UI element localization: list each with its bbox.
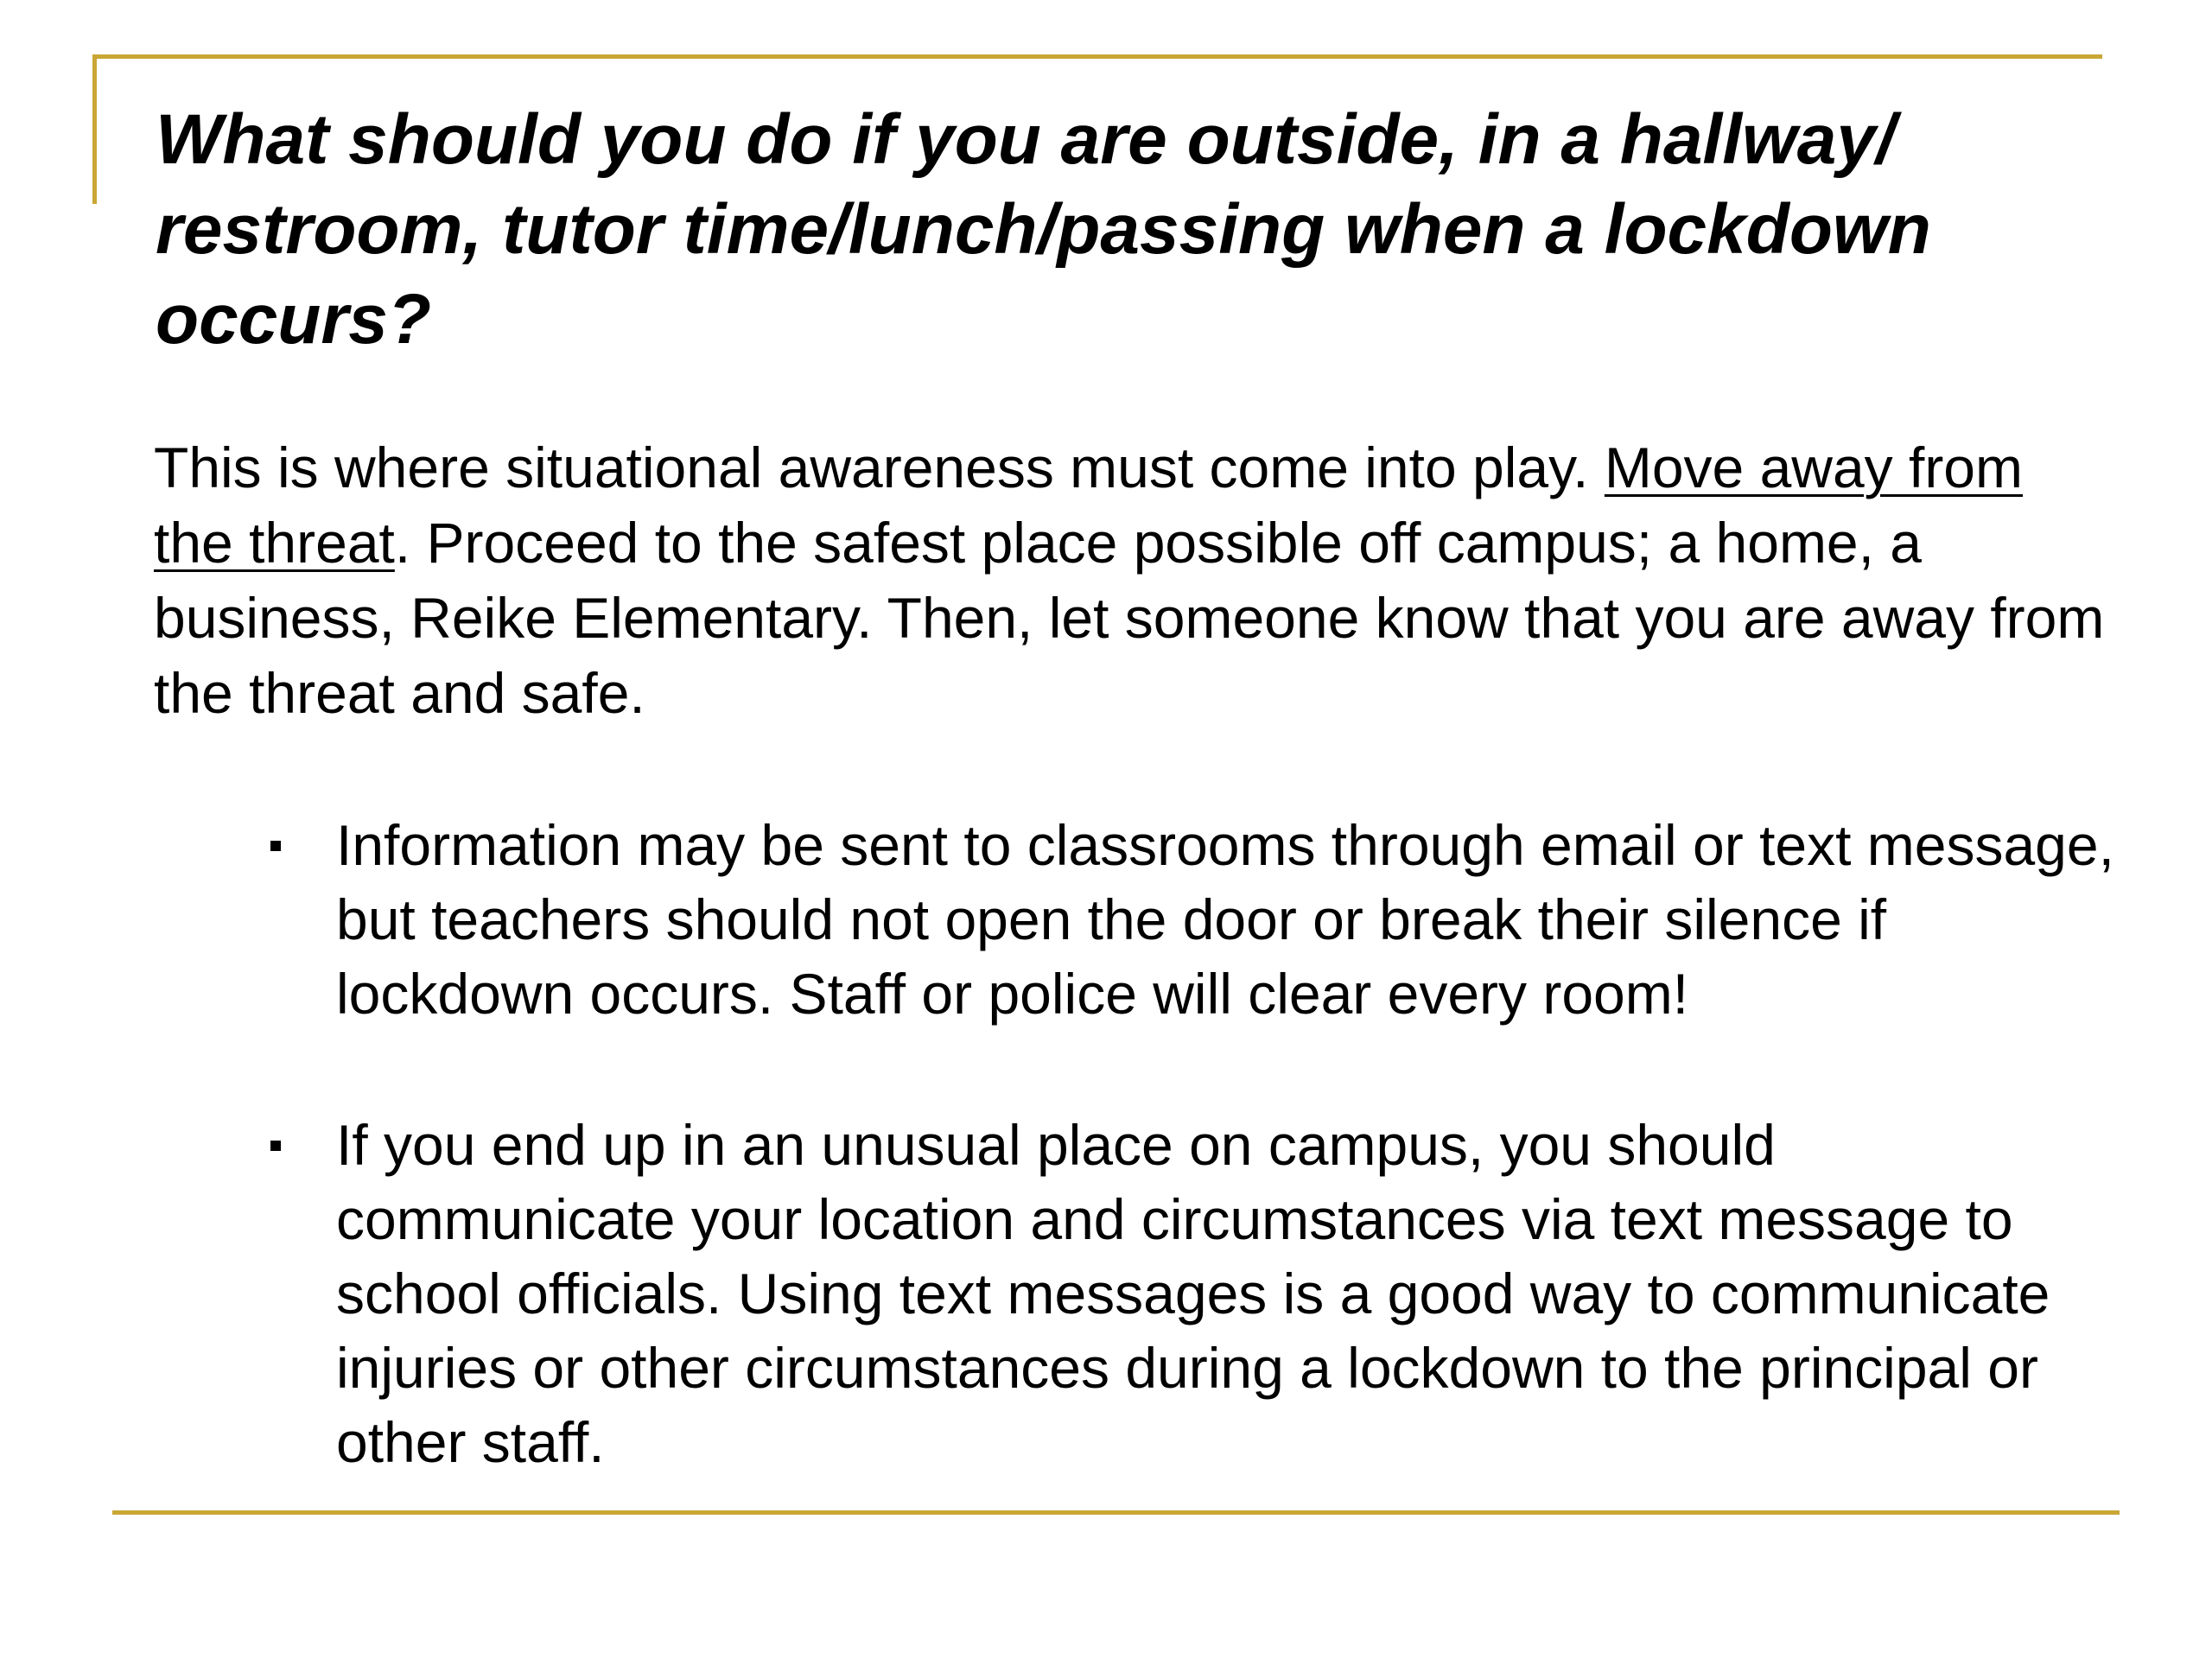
intro-lead: This is where situational awareness must come into play. xyxy=(154,435,1605,499)
bottom-accent-rule xyxy=(112,1510,2120,1515)
slide-title: What should you do if you are outside, in a hallway/ restroom, tutor time/lunch/passing when a lockdown occurs? xyxy=(156,100,1931,359)
left-accent-rule xyxy=(92,54,97,204)
intro-emphasis: Move away from the threat xyxy=(154,435,2023,575)
bullet-text: If you end up in an unusual place on campus, you should communicate your location and circumstances via text message to school officials. Using text messages is a good way to communicate injuries or other circumstances during a lockdown to the principal or other staff. xyxy=(336,1113,2050,1474)
bullet-text: Information may be sent to classrooms through email or text message, but teachers should not open the door or break their silence if lockdown occurs. Staff or police will clear every room! xyxy=(336,813,2114,1026)
intro-rest: . Proceed to the safest place possible off campus; a home, a business, Reike Elementary. Then, let someone know that you are away from the threat and safe. xyxy=(154,511,2105,725)
list-item xyxy=(264,1108,2121,1479)
list-item xyxy=(264,808,2121,1031)
square-bullet-icon xyxy=(270,1141,281,1151)
top-accent-rule xyxy=(92,54,2102,59)
square-bullet-icon xyxy=(270,841,281,851)
intro-paragraph xyxy=(154,430,2107,731)
